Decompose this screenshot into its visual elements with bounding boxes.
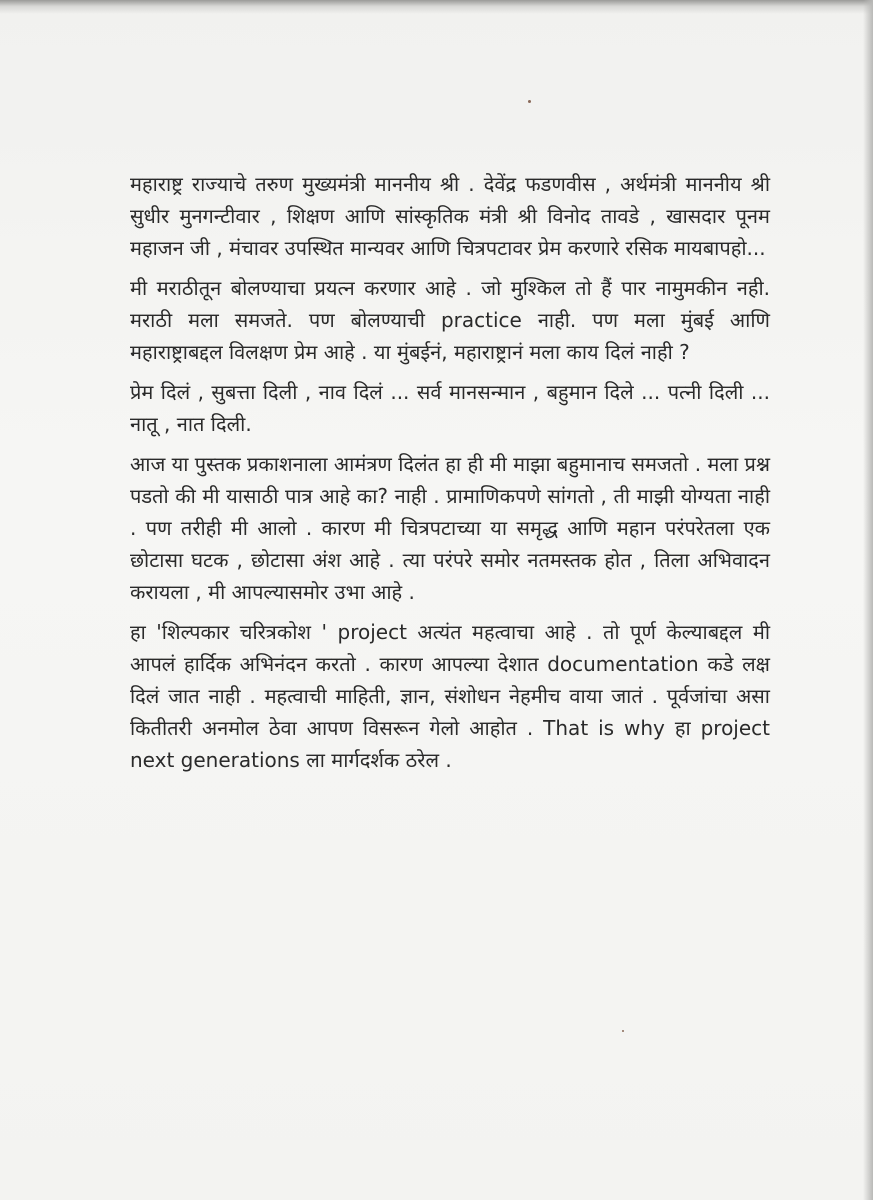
- paragraph-greeting: महाराष्ट्र राज्याचे तरुण मुख्यमंत्री माननीय श्री . देवेंद्र फडणवीस , अर्थमंत्री माननीय श्री सुधीर मुनगन्टीवार , शिक्षण आणि सांस्कृतिक मंत्री श्री विनोद तावडे , खासदार पूनम महाजन जी , मंचावर उपस्थित मान्यवर आणि चित्रपटावर प्रेम करणारे रसिक मायबापहो...: [130, 172, 770, 260]
- paragraph-project: हा 'शिल्पकार चरित्रकोश ' project अत्यंत महत्वाचा आहे . तो पूर्ण केल्याबद्दल मी आपलं हार्दिक अभिनंदन करतो . कारण आपल्या देशात documentation कडे लक्ष दिलं जात नाही . महत्वाची माहिती, ज्ञान, संशोधन नेहमीच वाया जातं . पूर्वजांचा असा कितीतरी अनमोल ठेवा आपण विसरून गेलो आहोत . That is why हा project next generations ला मार्गदर्शक ठरेल .: [130, 620, 770, 772]
- paragraph-gifts: प्रेम दिलं , सुबत्ता दिली , नाव दिलं ... सर्व मानसन्मान , बहुमान दिले ... पत्नी दिली ... नातू , नात दिली.: [130, 380, 770, 436]
- paragraph-invitation: आज या पुस्तक प्रकाशनाला आमंत्रण दिलंत हा ही मी माझा बहुमानाच समजतो . मला प्रश्न पडतो की मी यासाठी पात्र आहे का? नाही . प्रामाणिकपणे सांगतो , ती माझी योग्यता नाही . पण तरीही मी आलो . कारण मी चित्रपटाच्या या समृद्ध आणि महान परंपरेतला एक छोटासा घटक , छोटासा अंश आहे . त्या परंपरे समोर नतमस्तक होत , तिला अभिवादन करायला , मी आपल्यासमोर उभा आहे .: [130, 452, 770, 604]
- paragraph-marathi-attempt: मी मराठीतून बोलण्याचा प्रयत्न करणार आहे . जो मुश्किल तो हैं पार नामुमकीन नही. मराठी मला समजते. पण बोलण्याची practice नाही. पण मला मुंबई आणि महाराष्ट्राबद्दल विलक्षण प्रेम आहे . या मुंबईनं, महाराष्ट्रानं मला काय दिलं नाही ?: [130, 276, 770, 364]
- document-body: [130, 168, 770, 784]
- scan-edge-top: [0, 0, 873, 14]
- paper-speck: [528, 100, 531, 103]
- paper-speck: [622, 1030, 624, 1032]
- scan-edge-right: [863, 0, 873, 1200]
